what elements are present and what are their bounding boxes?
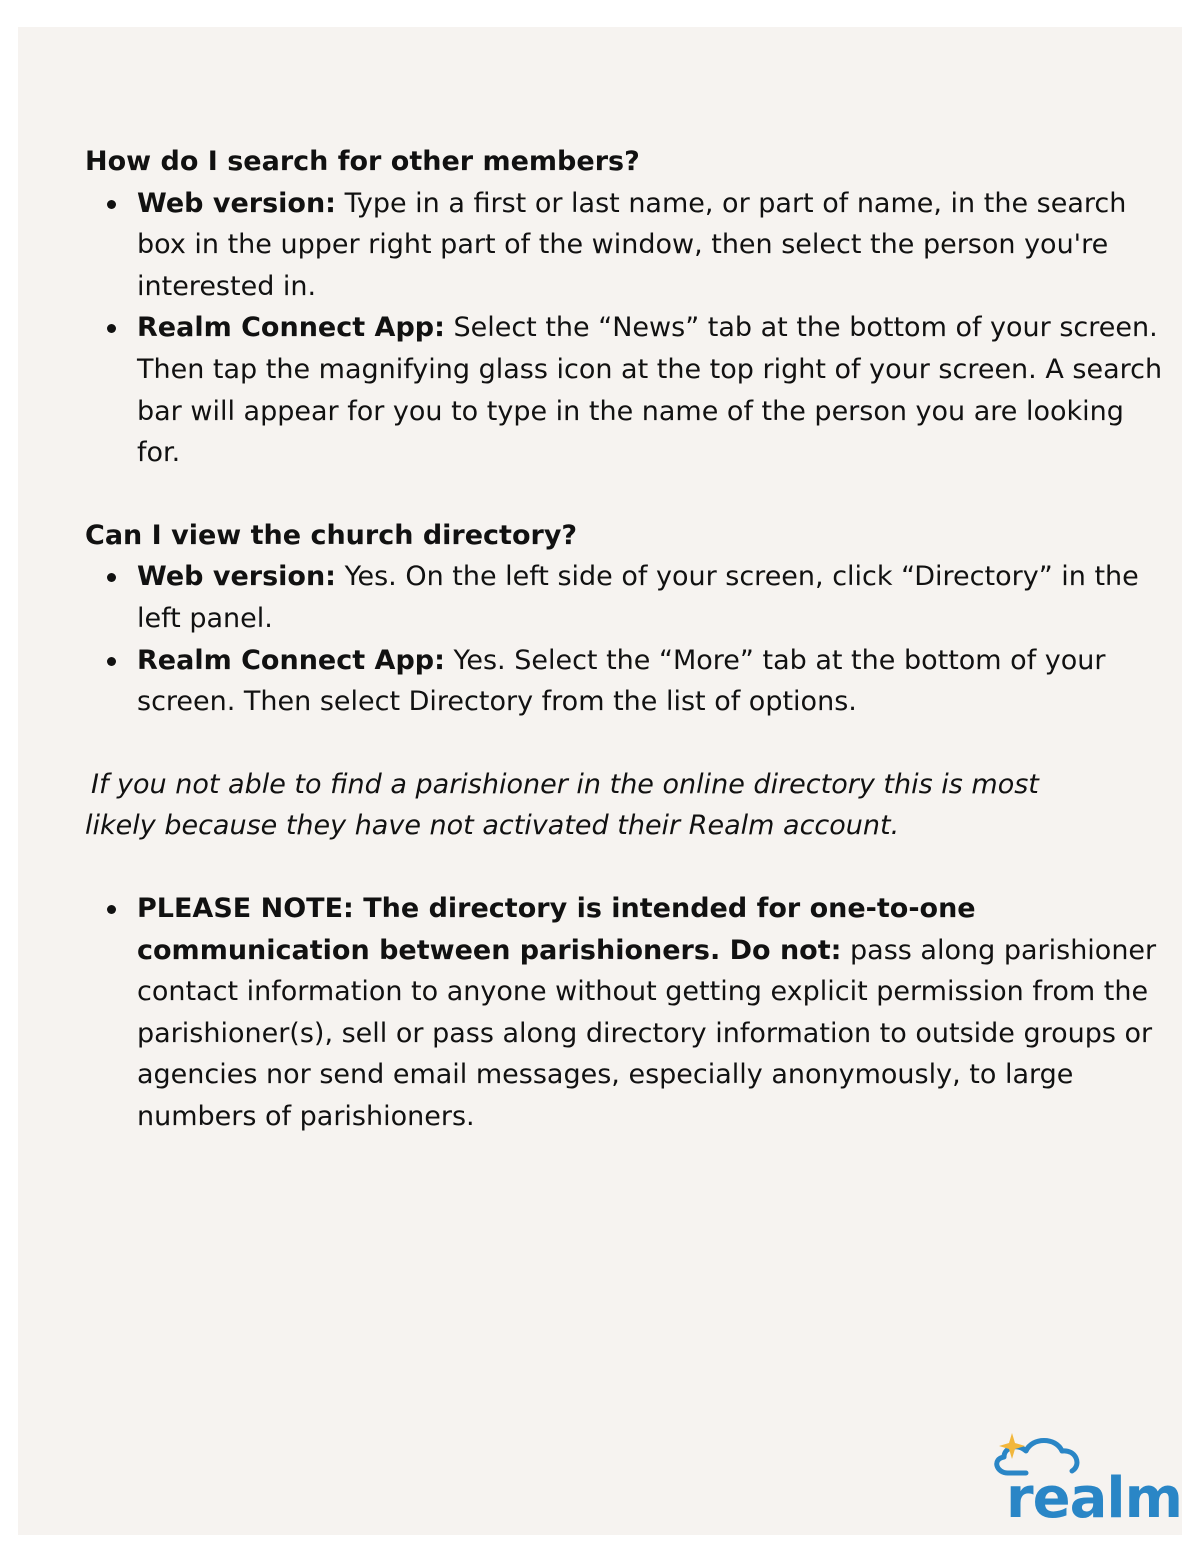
faq-content	[85, 141, 1165, 1137]
activation-note	[85, 764, 1165, 847]
note-line-1: If you not able to find a parishioner in the online directory this is most	[91, 768, 1039, 800]
item-label: Realm Connect App:	[137, 644, 445, 676]
list-item-directory-web	[85, 556, 1165, 639]
section-heading-directory: Can I view the church directory?	[85, 519, 578, 551]
directory-answers-list	[85, 556, 1165, 722]
realm-logo	[986, 1429, 1186, 1537]
please-note-text: pass along parishioner contact information to anyone without getting explicit permission from the parishioner(s), sell or pass along directory information to outside groups or agencies nor send email messages, especially anonymously, to large numbers of parishioners.	[137, 934, 1157, 1132]
list-item-directory-app	[85, 640, 1165, 723]
item-text: Type in a first or last name, or part of name, in the search box in the upper right part of the window, then select the person you're interested in.	[137, 187, 1127, 302]
item-label: Web version:	[137, 187, 336, 219]
document-page	[18, 27, 1182, 1535]
item-label: Web version:	[137, 561, 336, 593]
item-label: Realm Connect App:	[137, 312, 445, 344]
realm-wordmark: realm	[1006, 1466, 1182, 1531]
item-text: Yes. Select the “More” tab at the bottom of your screen. Then select Directory from the list of options.	[137, 644, 1106, 718]
list-item-please-note	[85, 888, 1165, 1138]
list-item-search-app	[85, 307, 1165, 473]
please-note-list	[85, 888, 1165, 1138]
section-heading-search: How do I search for other members?	[85, 146, 640, 177]
search-answers-list	[85, 183, 1165, 474]
note-line-2: likely because they have not activated their Realm account.	[85, 810, 900, 842]
item-text: Yes. On the left side of your screen, click “Directory” in the left panel.	[137, 561, 1139, 634]
list-item-search-web	[85, 183, 1165, 308]
item-text: Select the “News” tab at the bottom of your screen. Then tap the magnifying glass icon at the top right of your screen. A search bar will appear for you to type in the name of the person you are looking for.	[137, 312, 1163, 469]
please-note-label: PLEASE NOTE: The directory is intended for one-to-one communication between parishioners. Do not:	[137, 892, 976, 966]
